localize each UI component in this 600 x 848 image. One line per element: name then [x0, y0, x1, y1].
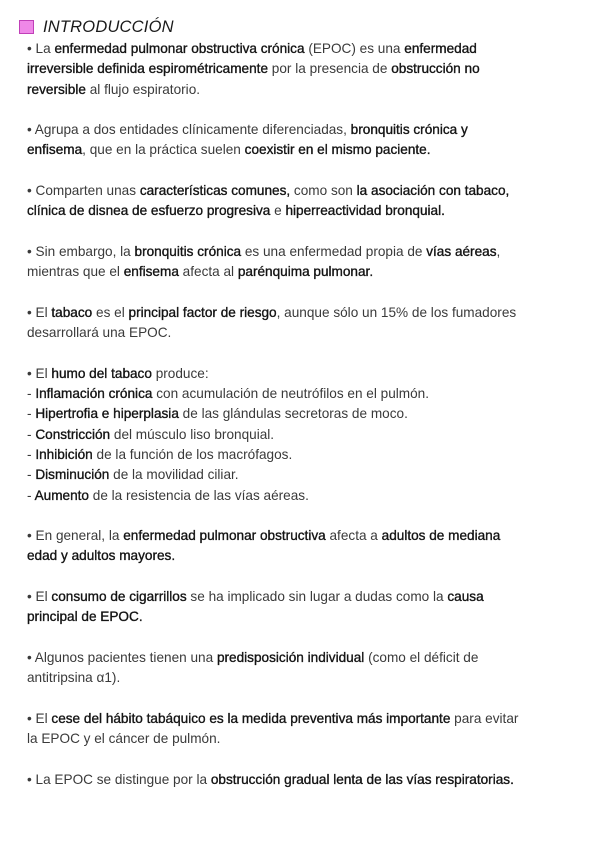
- text-segment: mientras que el: [27, 264, 124, 280]
- bold-text: humo del tabaco: [51, 365, 152, 381]
- text-line: [27, 140, 575, 160]
- bold-text: coexistir en el mismo paciente.: [244, 142, 431, 158]
- paragraph: [27, 587, 575, 628]
- text-segment: • Sin embargo, la: [27, 243, 135, 259]
- bold-text: enfisema: [27, 142, 83, 158]
- bold-text: Inhibición: [35, 446, 93, 462]
- text-line: [27, 526, 575, 546]
- text-line: [27, 587, 575, 607]
- text-segment: • Agrupa a dos entidades clínicamente diferenciadas,: [27, 122, 351, 138]
- text-segment: • El: [27, 304, 52, 320]
- bold-text: cese del hábito tabáquico es la medida preventiva más importante: [51, 710, 451, 726]
- bold-text: la asociación con tabaco,: [356, 183, 510, 199]
- text-segment: con acumulación de neutrófilos en el pulmón.: [152, 386, 430, 402]
- text-line: [27, 607, 575, 627]
- text-segment: al flujo espiratorio.: [85, 81, 201, 97]
- bold-text: parénquima pulmonar.: [237, 264, 374, 280]
- text-segment: produce:: [151, 365, 209, 381]
- bold-text: bronquitis crónica y: [350, 122, 468, 138]
- text-segment: -: [27, 467, 36, 483]
- bold-text: irreversible definida espirométricamente: [27, 61, 269, 77]
- text-line: [27, 120, 575, 140]
- bold-text: enfermedad pulmonar obstructiva: [123, 528, 326, 544]
- bold-text: tabaco: [51, 304, 93, 320]
- text-line: [27, 242, 575, 262]
- text-segment: la EPOC y el cáncer de pulmón.: [27, 731, 221, 747]
- text-segment: • En general, la: [27, 528, 124, 544]
- bold-text: bronquitis crónica: [134, 243, 242, 259]
- bold-text: clínica de disnea de esfuerzo progresiva: [27, 203, 271, 219]
- bold-text: causa: [447, 589, 484, 605]
- bold-text: principal de EPOC.: [27, 609, 143, 625]
- text-line: [27, 648, 575, 668]
- text-segment: ,: [496, 243, 501, 259]
- text-segment: como son: [290, 183, 357, 199]
- text-segment: para evitar: [450, 710, 519, 726]
- bold-text: enfermedad pulmonar obstructiva crónica: [54, 41, 305, 56]
- text-segment: • Comparten unas: [27, 183, 140, 199]
- text-segment: es una enfermedad propia de: [241, 243, 427, 259]
- text-segment: -: [27, 386, 36, 402]
- bold-text: Aumento: [34, 487, 89, 503]
- paragraph: [27, 181, 575, 222]
- text-segment: de las glándulas secretoras de moco.: [178, 406, 408, 422]
- bold-text: Constricción: [35, 426, 111, 442]
- text-segment: -: [27, 446, 36, 462]
- text-line: [27, 39, 575, 59]
- text-line: [27, 404, 575, 424]
- pink-square-icon: [19, 20, 34, 34]
- text-segment: de la función de los macrófagos.: [92, 446, 293, 462]
- text-line: [27, 729, 575, 749]
- paragraph: [27, 709, 575, 750]
- text-line: [27, 486, 575, 506]
- text-line: [27, 262, 575, 282]
- text-segment: -: [27, 487, 35, 503]
- bold-text: Disminución: [35, 467, 110, 483]
- text-segment: (EPOC) es una: [304, 41, 405, 56]
- text-segment: • El: [27, 710, 52, 726]
- bold-text: edad y adultos mayores.: [27, 548, 176, 564]
- text-segment: • El: [27, 589, 52, 605]
- paragraph: [27, 364, 575, 506]
- bold-text: adultos de mediana: [381, 528, 501, 544]
- text-line: [27, 323, 575, 343]
- text-segment: • El: [27, 365, 52, 381]
- text-segment: • Algunos pacientes tienen una: [27, 649, 217, 665]
- bold-text: obstrucción no: [391, 61, 480, 77]
- paragraph: [27, 39, 575, 100]
- text-segment: e: [270, 203, 286, 219]
- bold-text: Inflamación crónica: [35, 386, 153, 402]
- text-line: [27, 364, 575, 384]
- text-line: [27, 770, 575, 790]
- bold-text: principal factor de riesgo: [128, 304, 277, 320]
- bold-text: características comunes,: [139, 183, 291, 199]
- bold-text: predisposición individual: [216, 649, 365, 665]
- text-segment: -: [27, 406, 36, 422]
- paragraph: [27, 303, 575, 344]
- text-segment: se ha implicado sin lugar a dudas como la: [186, 589, 448, 605]
- paragraph: [27, 648, 575, 689]
- text-line: [27, 181, 575, 201]
- document-body: [27, 39, 575, 810]
- text-line: [27, 546, 575, 566]
- text-segment: de la movilidad ciliar.: [109, 467, 239, 483]
- text-line: [27, 59, 575, 79]
- text-segment: desarrollará una EPOC.: [27, 325, 172, 341]
- text-segment: • La: [27, 41, 55, 56]
- text-line: [27, 709, 575, 729]
- text-line: [27, 384, 575, 404]
- paragraph: [27, 120, 575, 161]
- text-segment: -: [27, 426, 36, 442]
- heading-title: INTRODUCCIÓN: [43, 17, 174, 36]
- text-segment: por la presencia de: [268, 61, 392, 77]
- text-line: [27, 80, 575, 100]
- text-segment: de la resistencia de las vías aéreas.: [88, 487, 309, 503]
- text-line: [27, 201, 575, 221]
- text-segment: , que en la práctica suelen: [82, 142, 245, 158]
- paragraph: [27, 526, 575, 567]
- section-heading: [19, 15, 174, 39]
- bold-text: enfermedad: [404, 41, 477, 56]
- text-segment: es el: [92, 304, 129, 320]
- bold-text: obstrucción gradual lenta de las vías respiratorias.: [210, 771, 514, 787]
- text-segment: afecta al: [178, 264, 238, 280]
- text-segment: , aunque sólo un 15% de los fumadores: [276, 304, 517, 320]
- text-segment: del músculo liso bronquial.: [110, 426, 275, 442]
- text-line: [27, 445, 575, 465]
- paragraph: [27, 770, 575, 790]
- text-segment: afecta a: [325, 528, 382, 544]
- text-line: [27, 303, 575, 323]
- bold-text: enfisema: [123, 264, 179, 280]
- bold-text: Hipertrofia e hiperplasia: [35, 406, 179, 422]
- text-segment: antitripsina α1).: [27, 670, 121, 686]
- text-line: [27, 465, 575, 485]
- text-line: [27, 425, 575, 445]
- bold-text: vías aéreas: [426, 243, 497, 259]
- paragraph: [27, 242, 575, 283]
- text-segment: • La EPOC se distingue por la: [27, 771, 211, 787]
- bold-text: hiperreactividad bronquial.: [285, 203, 445, 219]
- text-segment: (como el déficit de: [364, 649, 479, 665]
- bold-text: consumo de cigarrillos: [51, 589, 187, 605]
- bold-text: reversible: [27, 81, 86, 97]
- text-line: [27, 668, 575, 688]
